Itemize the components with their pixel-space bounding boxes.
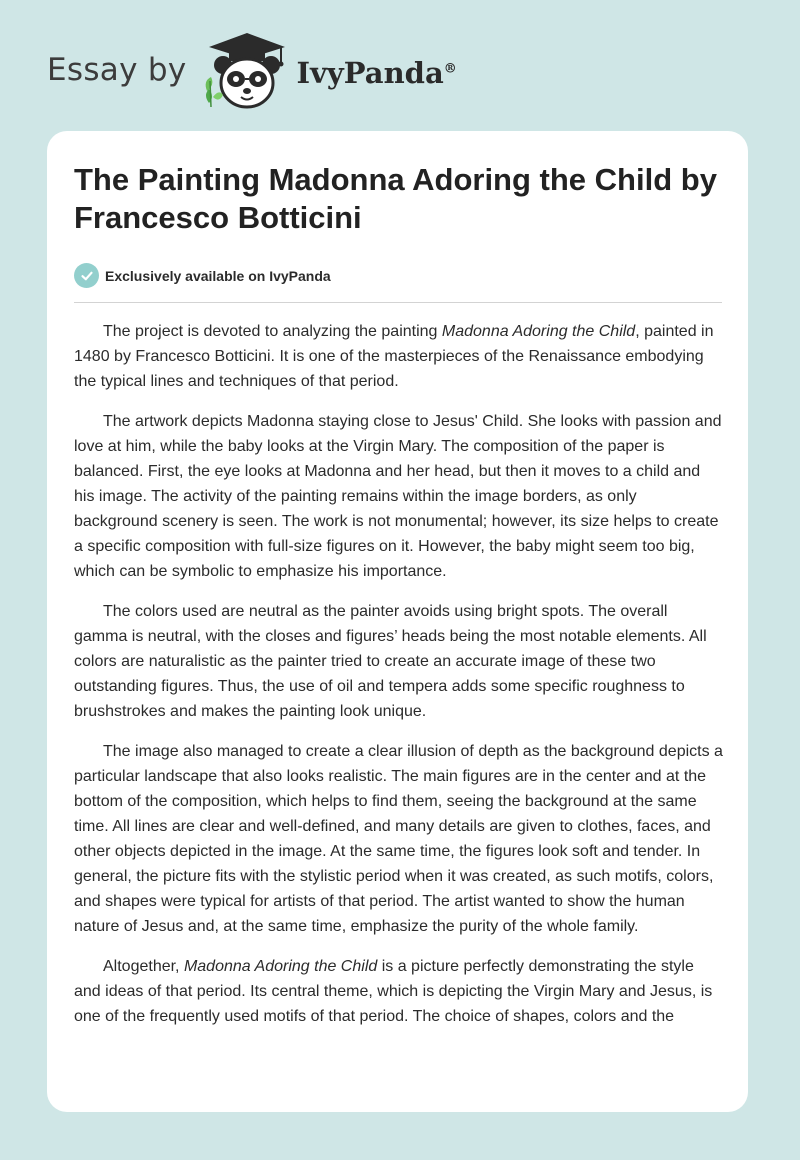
brand-wordmark [297,56,457,90]
check-circle-icon [74,263,99,288]
essay-card [47,131,748,1112]
registered-mark: ® [443,61,457,77]
exclusive-badge [74,263,331,288]
paragraph: Altogether, Madonna Adoring the Child is a picture perfectly demonstrating the style and ideas of that period. Its central theme, which is depicting the Virgin Mary and Jesus, is one of the frequently used motifs of that period. The choice of shapes, colors and the [74,958,713,1025]
site-header [47,30,457,110]
essay-title: The Painting Madonna Adoring the Child by Francesco Botticini [74,162,717,235]
brand-name: IvyPanda [296,56,444,90]
artwork-title: Madonna Adoring the Child [183,958,378,975]
exclusive-label: Exclusively available on IvyPanda [105,267,331,284]
essay-body [74,319,724,1044]
paragraph: The colors used are neutral as the painter avoids using bright spots. The overall gamma is neutral, with the closes and figures’ heads being the most notable elements. All colors are naturalistic as the painter tried to create an accurate image of these two outstanding figures. Thus, the use of oil and tempera adds some specific roughness to brushstrokes and makes the painting look unique. [74,603,707,720]
essay-by-label: Essay by [47,52,187,88]
paragraph: The project is devoted to analyzing the painting Madonna Adoring the Child, painted in 1480 by Francesco Botticini. It is one of the masterpieces of the Renaissance embodying the typical lines and techniques of that period. [74,323,714,390]
paragraph: The artwork depicts Madonna staying close to Jesus' Child. She looks with passion and love at him, while the baby looks at the Virgin Mary. The composition of the paper is balanced. First, the eye looks at Madonna and her head, but then it moves to a child and his image. The activity of the painting remains within the image borders, as only background scenery is seen. The work is not monumental; however, its size helps to create a specific composition with full-size figures on it. However, the baby might seem too big, which can be symbolic to emphasize his importance. [74,413,722,580]
ivypanda-logo[interactable] [201,29,457,111]
panda-graduate-icon [201,29,293,111]
artwork-title: Madonna Adoring the Child [441,323,636,340]
title-divider [74,302,722,303]
paragraph: The image also managed to create a clear illusion of depth as the background depicts a particular landscape that also looks realistic. The main figures are in the center and at the bottom of the composition, which helps to find them, seeing the background at the same time. All lines are clear and well-defined, and many details are given to clothes, faces, and other objects depicted in the image. At the same time, the figures look soft and tender. In general, the picture fits with the stylistic period when it was created, as such motifs, colors, and shapes were typical for artists of that period. The artist wanted to show the human nature of Jesus and, at the same time, emphasize the purity of the whole family. [74,743,723,935]
